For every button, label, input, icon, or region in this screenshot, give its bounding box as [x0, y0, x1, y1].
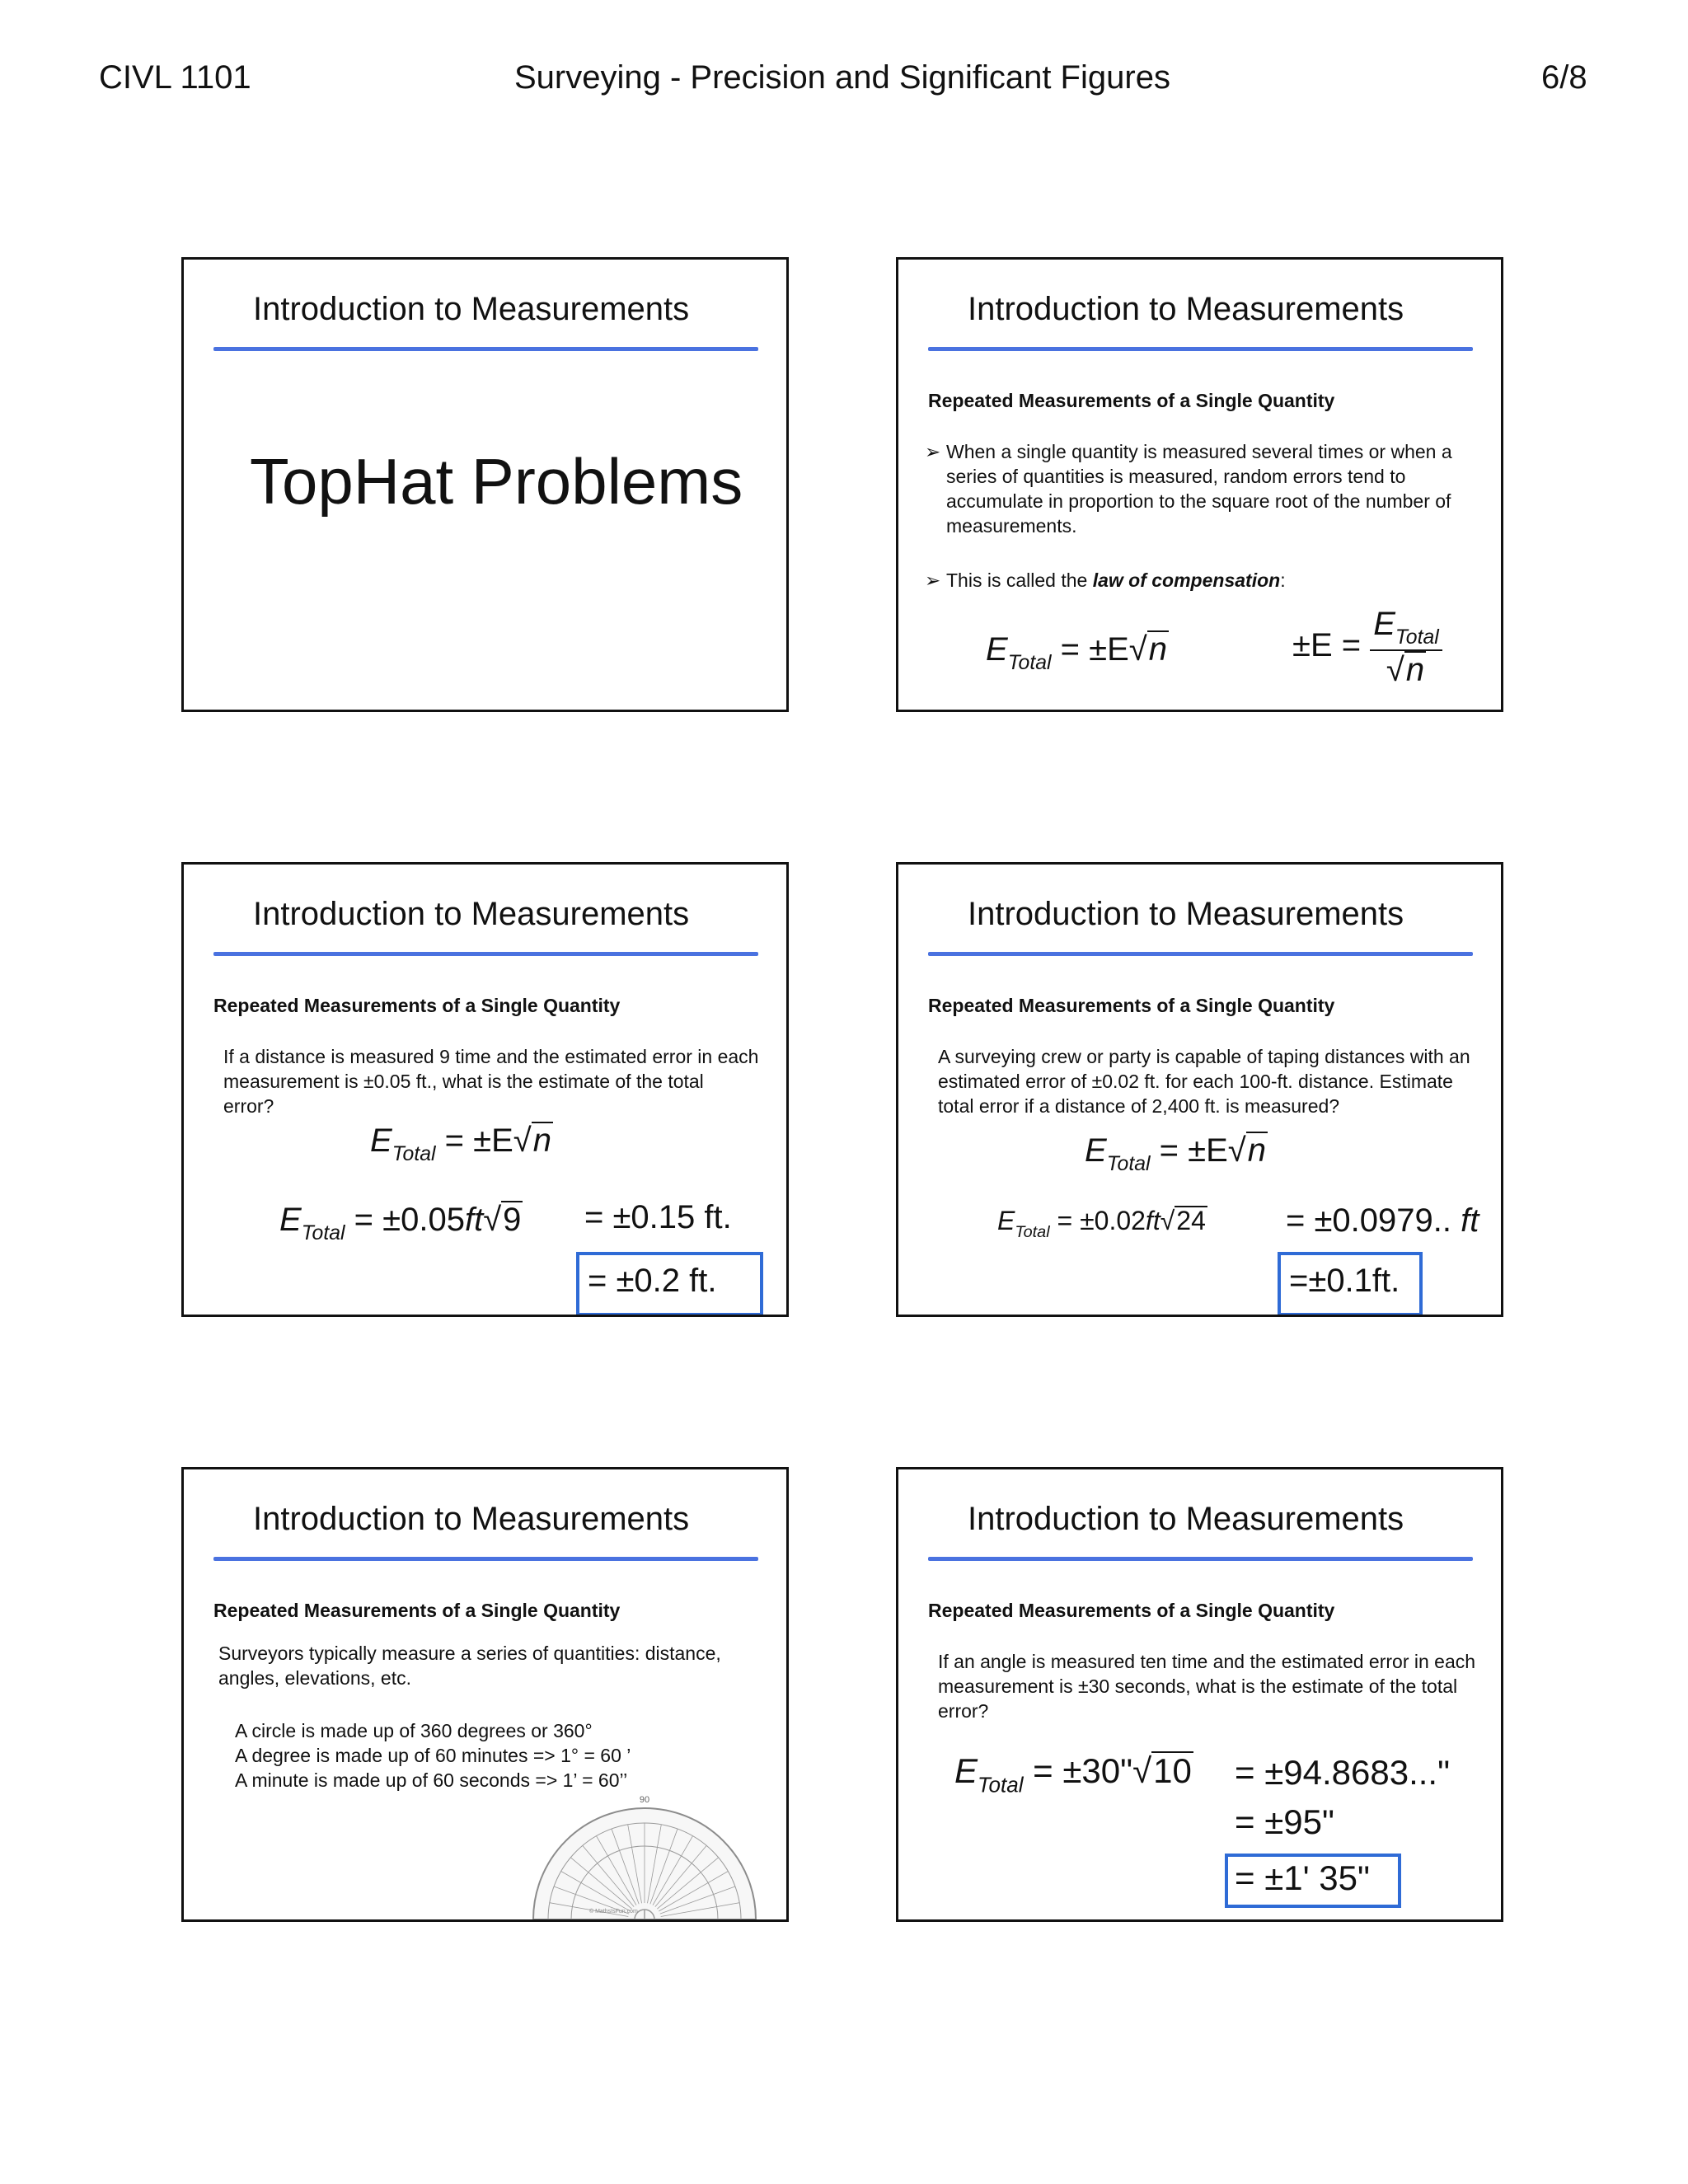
page-number: 6/8 [1541, 59, 1587, 96]
title-rule [213, 347, 758, 351]
svg-text:90: 90 [639, 1795, 650, 1805]
answer-value: = ±1' 35" [1235, 1858, 1370, 1897]
substituted-formula: $E_{Total} = \pm 0.05ft√9$ [279, 1202, 522, 1245]
substituted-formula: $E_{Total} = \pm 0.02ft√24$ [997, 1206, 1206, 1241]
slide-3 [181, 862, 789, 1317]
answer-box [576, 1252, 763, 1316]
formula-total-error: $E_{Total} = \pm E√n$ [370, 1122, 551, 1166]
intermediate-result-1: = ±94.8683..." [1235, 1753, 1450, 1792]
intermediate-result: = ±0.15 ft. [584, 1199, 732, 1235]
slide-subtitle: Repeated Measurements of a Single Quantity [928, 995, 1335, 1016]
intro-text: Surveyors typically measure a series of quantities: distance, angles, elevations, etc. [218, 1643, 721, 1689]
title-rule [213, 1557, 758, 1561]
formula-total-error: $E_{Total} = \pm E√n$ [986, 631, 1167, 675]
answer-box [1278, 1252, 1423, 1316]
protractor-image [530, 1783, 759, 1922]
slide-title: Introduction to Measurements [253, 896, 690, 932]
answer-value: = ±0.2 ft. [588, 1263, 717, 1299]
answer-value: =±0.1ft. [1289, 1263, 1400, 1299]
svg-text:© MathsIsFun.com: © MathsIsFun.com [589, 1909, 638, 1915]
page-title: Surveying - Precision and Significant Figures [514, 59, 1170, 96]
substituted-formula: $E_{Total}$ = ±30"√10 [954, 1751, 1192, 1797]
slide-title: Introduction to Measurements [253, 1501, 690, 1537]
angle-line-3: A minute is made up of 60 seconds => 1’ = 60’’ [235, 1769, 628, 1791]
angle-line-1: A circle is made up of 360 degrees or 360° [235, 1720, 593, 1741]
question-text: A surveying crew or party is capable of taping distances with an estimated error of ±0.02 ft. for each 100-ft. distance. Estimate total error if a distance of 2,400 ft. is measured? [938, 1046, 1470, 1117]
slide-subtitle: Repeated Measurements of a Single Quantity [928, 1600, 1335, 1621]
answer-box [1225, 1854, 1401, 1908]
formula-total-error: $E_{Total} = \pm E√n$ [1085, 1132, 1266, 1176]
slide-title: Introduction to Measurements [968, 1501, 1404, 1537]
question-text: If an angle is measured ten time and the estimated error in each measurement is ±30 seconds, what is the estimate of the total error? [938, 1651, 1476, 1722]
slide-6 [896, 1467, 1503, 1922]
intermediate-result-2: = ±95" [1235, 1802, 1334, 1841]
slide-1 [181, 257, 789, 712]
slide-title: Introduction to Measurements [968, 291, 1404, 327]
arrow-bullet-icon: ➢ [925, 441, 941, 462]
slide-4 [896, 862, 1503, 1317]
title-rule [928, 347, 1473, 351]
slide-5 [181, 1467, 789, 1922]
course-code: CIVL 1101 [99, 59, 251, 96]
arrow-bullet-icon: ➢ [925, 569, 941, 591]
formula-single-error: ±E = $\frac{E_{Total}}{√n}$ [1292, 606, 1442, 689]
title-rule [928, 1557, 1473, 1561]
slide-subtitle: Repeated Measurements of a Single Quantity [213, 995, 621, 1016]
bullet-2: ➢ This is called the law of compensation: [925, 569, 1286, 591]
bullet-1: ➢ When a single quantity is measured several times or when a series of quantities is measured, random errors tend to accumulate in proportion to the square root of the number of measurements. [925, 441, 1452, 537]
title-rule [928, 952, 1473, 956]
slide-2 [896, 257, 1503, 712]
slide-title: Introduction to Measurements [253, 291, 690, 327]
slide-subtitle: Repeated Measurements of a Single Quantity [928, 390, 1335, 411]
slide-subtitle: Repeated Measurements of a Single Quantity [213, 1600, 621, 1621]
intermediate-result: = ±0.0979.. ft [1286, 1202, 1479, 1239]
angle-line-2: A degree is made up of 60 minutes => 1° = 60 ’ [235, 1745, 631, 1766]
question-text: If a distance is measured 9 time and the estimated error in each measurement is ±0.05 ft., what is the estimate of the total error? [223, 1046, 759, 1117]
title-rule [213, 952, 758, 956]
tophat-heading: TopHat Problems [250, 445, 743, 518]
slide-title: Introduction to Measurements [968, 896, 1404, 932]
